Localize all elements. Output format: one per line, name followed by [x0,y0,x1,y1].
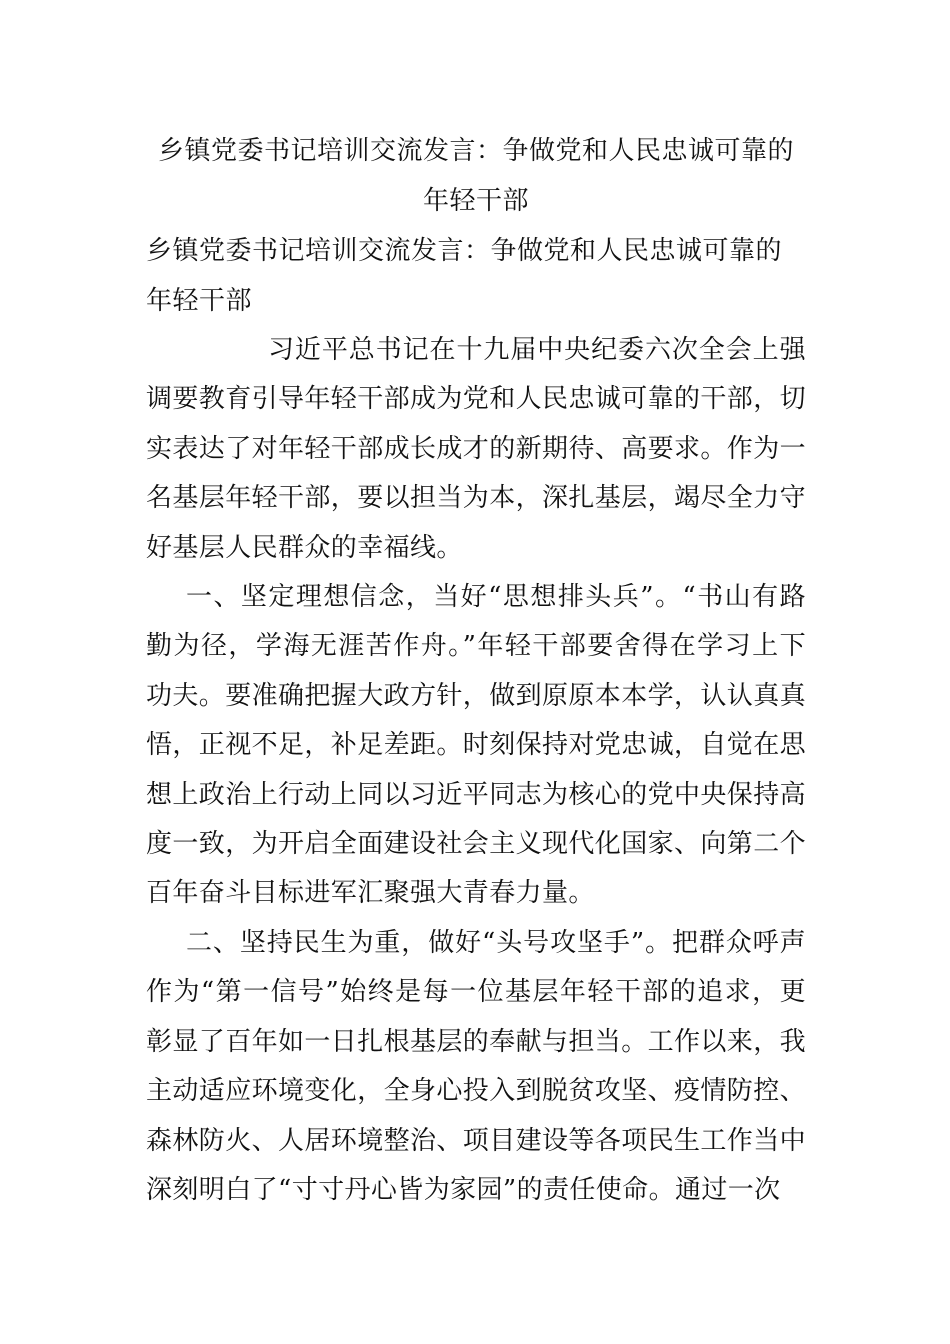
document-title: 乡镇党委书记培训交流发言：争做党和人民忠诚可靠的年轻干部 [157,136,794,216]
document-body [146,326,806,1215]
paragraph-intro: 习近平总书记在十九届中央纪委六次全会上强调要教育引导年轻干部成为党和人民忠诚可靠的干部，切实表达了对年轻干部成长成才的新期待、高要求。作为一名基层年轻干部，要以担当为本，深扎基层，竭尽全力守好基层人民群众的幸福线。 [146,335,807,563]
document-subtitle: 乡镇党委书记培训交流发言：争做党和人民忠诚可靠的年轻干部 [146,236,783,316]
paragraph-section-one: 一、坚定理想信念，当好“思想排头兵”。“书山有路勤为径，学海无涯苦作舟。”年轻干部要舍得在学习上下功夫。要准确把握大政方针，做到原原本本学，认认真真悟，正视不足，补足差距。时刻保持对党忠诚，自觉在思想上政治上行动上同以习近平同志为核心的党中央保持高度一致，为开启全面建设社会主义现代化国家、向第二个百年奋斗目标进军汇聚强大青春力量。 [146,582,807,909]
paragraph-section-two: 二、坚持民生为重，做好“头号攻坚手”。把群众呼声作为“第一信号”始终是每一位基层年轻干部的追求，更彰显了百年如一日扎根基层的奉献与担当。工作以来，我主动适应环境变化，全身心投入到脱贫攻坚、疫情防控、森林防火、人居环境整治、项目建设等各项民生工作当中深刻明白了“寸寸丹心皆为家园”的责任使命。通过一次 [146,927,807,1205]
